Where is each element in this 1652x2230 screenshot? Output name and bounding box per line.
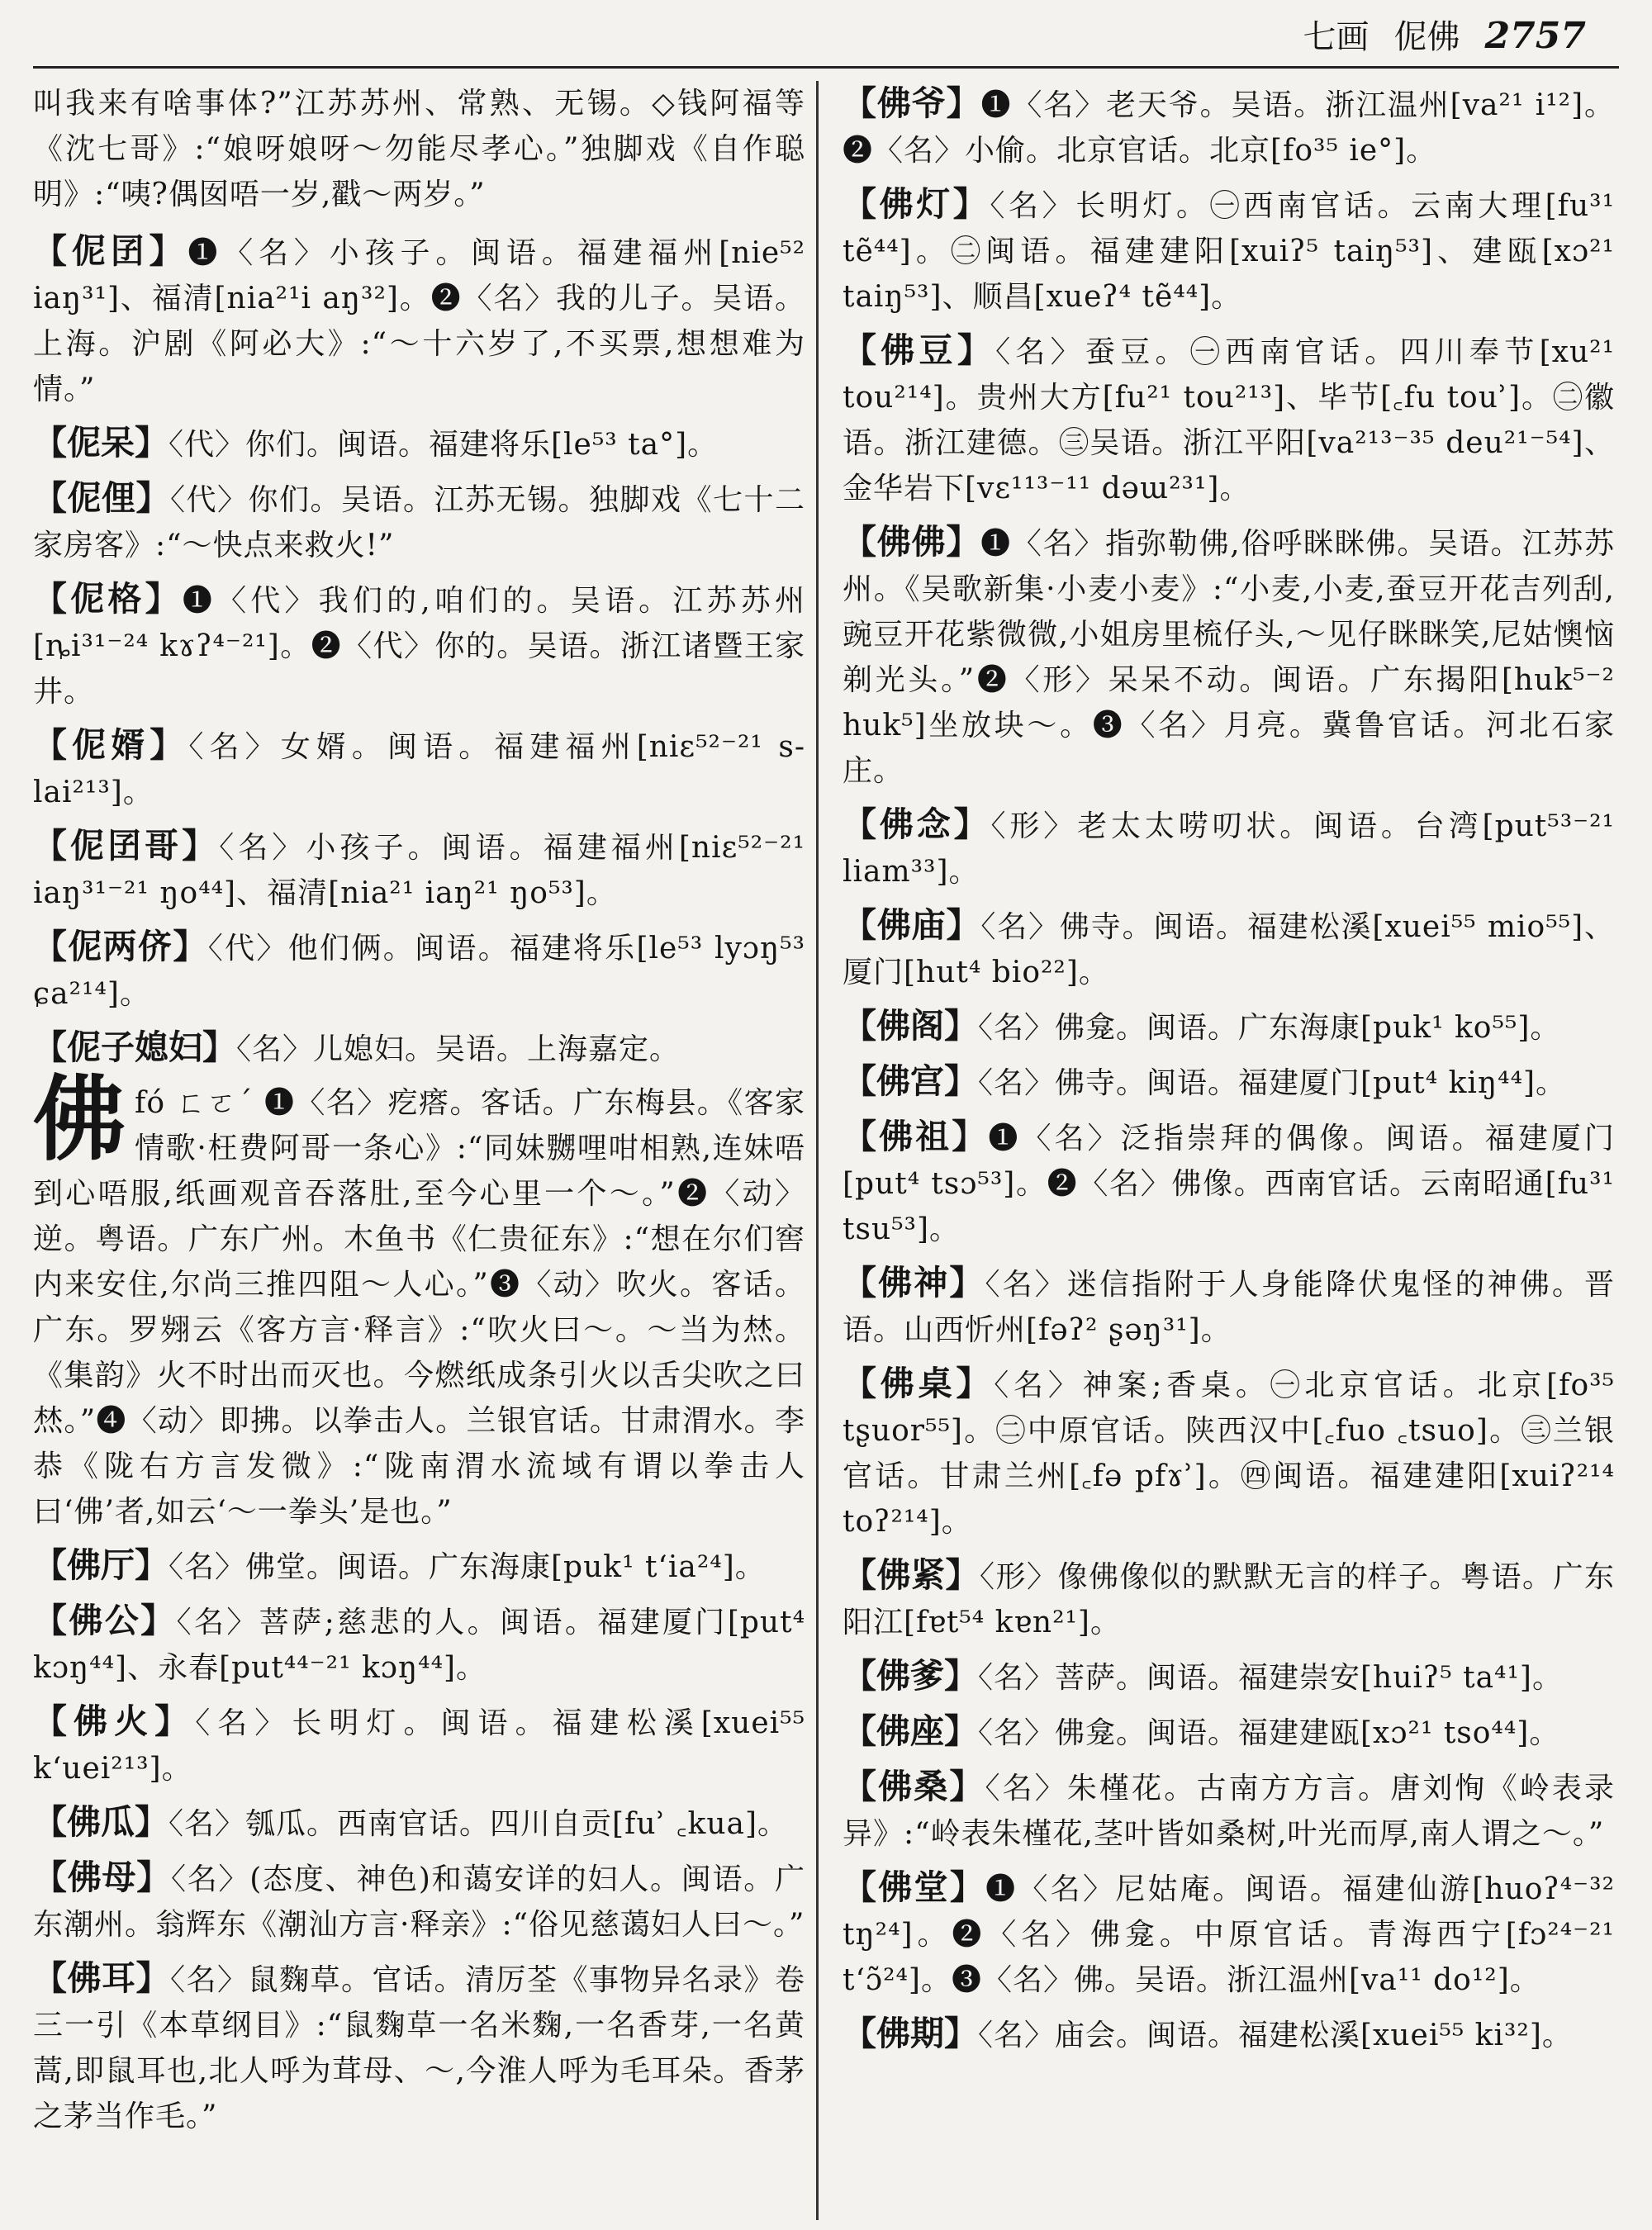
dictionary-entry	[33, 476, 805, 568]
dictionary-entry	[33, 823, 805, 916]
entry-headword: 【佛瓜】	[33, 1802, 169, 1842]
entry-headword: 【伲格】	[33, 579, 183, 619]
dictionary-entry	[33, 723, 805, 815]
dictionary-entry	[843, 1553, 1615, 1645]
dictionary-entry	[843, 1865, 1615, 2003]
dictionary-entry	[33, 1543, 805, 1590]
entry-headword: 【佛庙】	[843, 905, 981, 945]
entry-headword: 【佛火】	[33, 1701, 196, 1741]
dictionary-entry	[843, 1654, 1615, 1701]
dictionary-entry	[33, 229, 805, 412]
character-entry	[33, 1065, 805, 1535]
entry-definition: 〈名〉鼠麴草。官话。清厉荃《事物异名录》卷三一引《本草纲目》:“鼠麴草一名米麴,一名香芽,一名黄蒿,即鼠耳也,北人呼为茸母、～,今淮人呼为毛耳朵。香茅之茅当作毛。”	[33, 1963, 805, 2133]
entry-headword: 【伲两侪】	[33, 927, 208, 966]
entry-headword: 【伲呆】	[33, 423, 169, 463]
entry-definition: 〈名〉蚕豆。㊀西南官话。四川奉节[xu²¹ tou²¹⁴]。贵州大方[fu²¹ tou²¹³]、毕节[꜀fu touʾ]。㊁徽语。浙江建德。㊂吴语。浙江平阳[va²¹³⁻³⁵ deu²¹⁻⁵⁴]、金华岩下[vɛ¹¹³⁻¹¹ dəɯ²³¹]。	[843, 335, 1615, 505]
entry-definition: ❶〈名〉指弥勒佛,俗呼眯眯佛。吴语。江苏苏州。《吴歌新集·小麦小麦》:“小麦,小麦,蚕豆开花吉列刮,豌豆开花紫微微,小姐房里梳仔头,～见仔眯眯笑,尼姑懊恼剃光头。”❷〈形〉呆呆不动。闽语。广东揭阳[huk⁵⁻² huk⁵]坐放块～。❸〈名〉月亮。冀鲁官话。河北石家庄。	[843, 527, 1615, 788]
entry-definition: 〈名〉佛龛。闽语。广东海康[puk¹ ko⁵⁵]。	[978, 1011, 1561, 1045]
entry-definition: 〈名〉小孩子。闽语。福建福州[niɛ⁵²⁻²¹ iaŋ³¹⁻²¹ ŋo⁴⁴]、福清[nia²¹ iaŋ²¹ ŋo⁵³]。	[33, 831, 806, 910]
dictionary-entry	[33, 1699, 805, 1791]
dictionary-entry	[843, 1260, 1615, 1353]
dictionary-entry	[843, 2011, 1615, 2058]
entry-headword: 【佛公】	[33, 1601, 177, 1640]
dictionary-entry	[843, 182, 1615, 320]
entry-definition: 〈名〉佛寺。闽语。福建厦门[put⁴ kiŋ⁴⁴]。	[978, 1066, 1567, 1100]
entry-definition: 〈名〉女婿。闽语。福建福州[niɛ⁵²⁻²¹ s-lai²¹³]。	[33, 730, 805, 809]
entry-definition: 〈名〉儿媳妇。吴语。上海嘉定。	[236, 1032, 681, 1066]
entry-headword: 【佛佛】	[843, 522, 981, 562]
dictionary-entry	[843, 1114, 1615, 1252]
entry-definition: ❶〈名〉小孩子。闽语。福建福州[nie⁵² iaŋ³¹]、福清[nia²¹i aŋ³²]。❷〈名〉我的儿子。吴语。上海。沪剧《阿必大》:“～十六岁了,不买票,想想难为情。”	[33, 236, 805, 406]
entry-headword: 【佛爹】	[843, 1656, 978, 1696]
entry-headword: 【佛神】	[843, 1263, 985, 1302]
right-column	[843, 81, 1615, 2066]
dictionary-entry	[843, 520, 1615, 794]
entry-headword: 【佛桌】	[843, 1364, 995, 1403]
entry-definition: 〈代〉你们。闽语。福建将乐[le⁵³ ta°]。	[169, 428, 719, 462]
header-chars: 伲佛	[1393, 18, 1460, 56]
header-rule	[33, 66, 1619, 69]
page-number: 2757	[1484, 15, 1586, 57]
entry-definition: ❶〈代〉我们的,咱们的。吴语。江苏苏州[ȵi³¹⁻²⁴ kɤʔ⁴⁻²¹]。❷〈代〉你的。吴语。浙江诸暨王家井。	[33, 584, 805, 709]
entry-headword: 【佛母】	[33, 1858, 172, 1897]
entry-definition: 〈名〉菩萨;慈悲的人。闽语。福建厦门[put⁴ kɔŋ⁴⁴]、永春[put⁴⁴⁻²¹ kɔŋ⁴⁴]。	[33, 1606, 806, 1685]
entry-headword: 【佛期】	[843, 2014, 978, 2053]
entry-definition: 〈名〉菩萨。闽语。福建崇安[huiʔ⁵ ta⁴¹]。	[978, 1661, 1563, 1695]
dictionary-entry	[33, 1800, 805, 1847]
dictionary-entry	[843, 328, 1615, 511]
dictionary-entry	[33, 420, 805, 467]
entry-headword: 【伲俚】	[33, 478, 170, 518]
entry-definition: 〈代〉他们俩。闽语。福建将乐[le⁵³ lyɔŋ⁵³ ɕa²¹⁴]。	[33, 932, 806, 1011]
dictionary-entry	[33, 1598, 805, 1691]
entry-definition: 〈名〉庙会。闽语。福建松溪[xuei⁵⁵ ki³²]。	[978, 2019, 1573, 2052]
running-head	[1303, 12, 1586, 61]
dictionary-entry	[843, 903, 1615, 995]
entry-headword: 【佛紧】	[843, 1555, 980, 1595]
left-column	[33, 81, 805, 2147]
dictionary-entry	[33, 1025, 805, 1072]
entry-headword: 【佛堂】	[843, 1867, 986, 1907]
entry-definition: 〈形〉像佛像似的默默无言的样子。粤语。广东阳江[fɐt⁵⁴ kɐn²¹]。	[843, 1560, 1615, 1639]
entry-definition: 〈代〉你们。吴语。江苏无锡。独脚戏《七十二家房客》:“～快点来救火!”	[33, 483, 805, 562]
dictionary-entry	[33, 924, 805, 1017]
entry-headword: 【佛念】	[843, 804, 991, 844]
entry-headword: 【佛座】	[843, 1711, 978, 1751]
entry-definition: 〈名〉长明灯。闽语。福建松溪[xuei⁵⁵ k‘uei²¹³]。	[33, 1706, 806, 1786]
entry-headword: 【佛豆】	[843, 330, 996, 370]
entry-definition: 〈名〉瓠瓜。西南官话。四川自贡[fuʾ ꜀kua]。	[169, 1807, 789, 1841]
dictionary-entry	[843, 1059, 1615, 1106]
entry-definition: 〈名〉朱槿花。古南方方言。唐刘恂《岭表录异》:“岭表朱槿花,茎叶皆如桑树,叶光而厚,南人谓之～。”	[843, 1772, 1615, 1851]
dictionary-entry	[33, 1956, 805, 2139]
dictionary-entry	[843, 1361, 1615, 1544]
entry-definition: 〈名〉佛龛。闽语。福建建瓯[xɔ²¹ tso⁴⁴]。	[978, 1716, 1560, 1750]
entry-definition: fó ㄈㄛˊ ❶〈名〉疙瘩。客话。广东梅县。《客家情歌·枉费阿哥一条心》:“同妹嬲哩咁相熟,连妹唔到心唔服,纸画观音吞落肚,至今心里一个～。”❷〈动〉逆。粤语。广东广州。木鱼书《仁贵征东》:“想在尔们窖内来安住,尔尚三推四阻～人心。”❸〈动〉吹火。客话。广东。罗翙云《客方言·释言》:“吹火曰～。～当为㷊。《集韵》火不时出而灭也。今燃纸成条引火以舌尖吹之曰㷊。”❹〈动〉即拂。以拳击人。兰银官话。甘肃渭水。李恭《陇右方言发微》:“陇南渭水流域有谓以拳击人曰‘佛’者,如云‘～一拳头’是也。”	[33, 1086, 805, 1529]
section-label: 七画	[1303, 18, 1370, 56]
entry-headword: 【伲子媳妇】	[33, 1027, 236, 1067]
entry-definition: 〈名〉佛堂。闽语。广东海康[puk¹ t‘ia²⁴]。	[169, 1550, 766, 1584]
dictionary-entry	[843, 802, 1615, 894]
entry-definition: 〈名〉(态度、神色)和蔼安详的妇人。闽语。广东潮州。翁辉东《潮汕方言·释亲》:“俗见慈蔼妇人曰～。”	[33, 1862, 806, 1942]
entry-headword: 【佛耳】	[33, 1958, 170, 1998]
column-divider	[816, 81, 819, 2220]
entry-definition: ❶〈名〉老天爷。吴语。浙江温州[va²¹ i¹²]。❷〈名〉小偷。北京官话。北京[fo³⁵ ie°]。	[843, 88, 1616, 168]
entry-headword: 【佛爷】	[843, 83, 981, 123]
main-character: 佛	[33, 1065, 126, 1174]
dictionary-entry	[843, 81, 1615, 173]
dictionary-entry	[33, 1855, 805, 1948]
continued-entry: 叫我来有啥事体?”江苏苏州、常熟、无锡。◇钱阿福等《沈七哥》:“娘呀娘呀～勿能尽孝心。”独脚戏《自作聪明》:“咦?偶囡唔一岁,戳～两岁。”	[33, 87, 805, 211]
entry-headword: 【佛桑】	[843, 1767, 985, 1806]
entry-definition: 〈形〉老太太唠叨状。闽语。台湾[put⁵³⁻²¹ liam³³]。	[843, 809, 1615, 889]
dictionary-entry	[843, 1764, 1615, 1857]
entry-headword: 【伲囝】	[33, 231, 188, 271]
entry-headword: 【伲囝哥】	[33, 826, 220, 866]
entry-headword: 【佛厅】	[33, 1545, 169, 1585]
entry-headword: 【佛宫】	[843, 1061, 978, 1101]
entry-headword: 【佛祖】	[843, 1117, 989, 1156]
dictionary-entry	[843, 1709, 1615, 1756]
entry-headword: 【伲婿】	[33, 725, 189, 765]
entry-definition: 〈名〉长明灯。㊀西南官话。云南大理[fu³¹ tẽ⁴⁴]。㊁闽语。福建建阳[xuiʔ⁵ taiŋ⁵³]、建瓯[xɔ²¹ taiŋ⁵³]、顺昌[xueʔ⁴ tẽ⁴⁴]。	[843, 189, 1616, 314]
entry-headword: 【佛灯】	[843, 184, 990, 224]
entry-definition: 〈名〉神案;香桌。㊀北京官话。北京[fo³⁵ tʂuor⁵⁵]。㊁中原官话。陕西汉中[꜀fuo ꜀tsuo]。㊂兰银官话。甘肃兰州[꜀fə pfɤʾ]。㊃闽语。福建建阳[xuiʔ²¹⁴ toʔ²¹⁴]。	[843, 1369, 1615, 1539]
entry-headword: 【佛阁】	[843, 1006, 978, 1046]
entry-definition: ❶〈名〉泛指崇拜的偶像。闽语。福建厦门[put⁴ tsɔ⁵³]。❷〈名〉佛像。西南官话。云南昭通[fu³¹ tsu⁵³]。	[843, 1122, 1615, 1246]
dictionary-entry	[843, 1004, 1615, 1051]
dictionary-entry	[33, 576, 805, 714]
entry-definition: 〈名〉迷信指附于人身能降伏鬼怪的神佛。晋语。山西忻州[fəʔ² ʂəŋ³¹]。	[843, 1268, 1615, 1347]
entry-definition: 〈名〉佛寺。闽语。福建松溪[xuei⁵⁵ mio⁵⁵]、厦门[hut⁴ bio²²]。	[843, 910, 1615, 989]
entry-definition: ❶〈名〉尼姑庵。闽语。福建仙游[huoʔ⁴⁻³² tŋ²⁴]。❷〈名〉佛龛。中原官话。青海西宁[fɔ²⁴⁻²¹ t‘ɔ̃²⁴]。❸〈名〉佛。吴语。浙江温州[va¹¹ do¹²]。	[843, 1872, 1615, 1997]
